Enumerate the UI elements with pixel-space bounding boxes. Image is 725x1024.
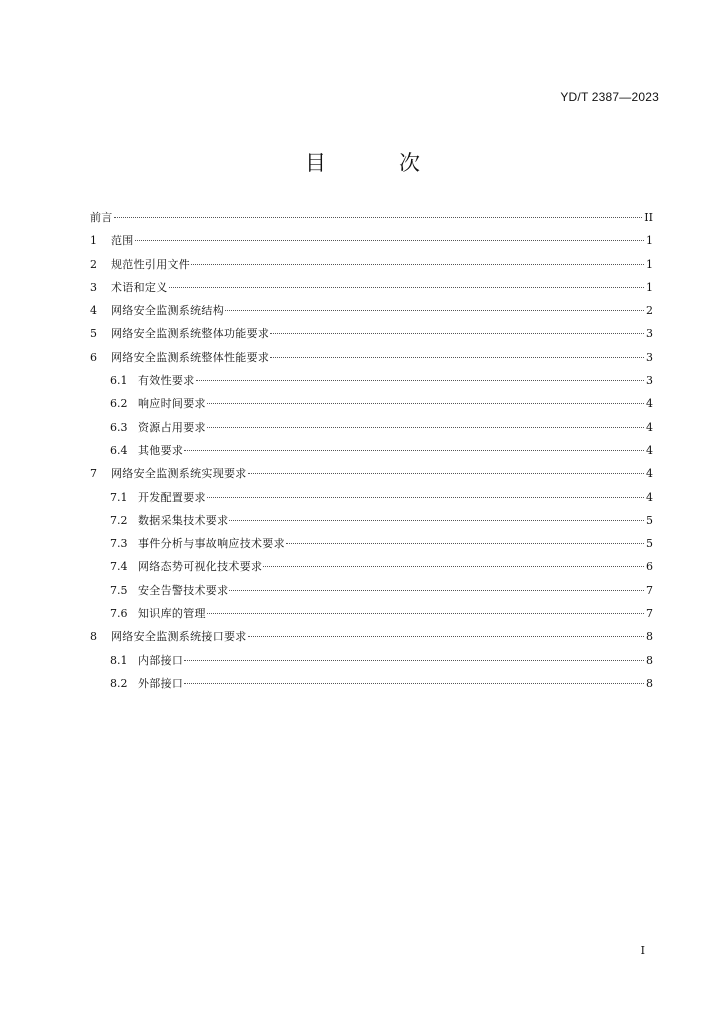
toc-leader-dots	[207, 497, 644, 498]
toc-subentry[interactable]	[90, 369, 653, 392]
toc-entry-number: 7.4	[110, 560, 128, 574]
toc-entry-label: 网络态势可视化技术要求	[138, 560, 263, 574]
toc-entry-number: 8.2	[110, 676, 128, 690]
toc-entry-page: 8	[646, 630, 653, 644]
toc-entry-label: 数据采集技术要求	[138, 513, 229, 527]
toc-entry-label: 其他要求	[138, 443, 184, 457]
toc-entry[interactable]	[90, 299, 653, 322]
toc-entry-number: 6	[90, 350, 97, 364]
toc-leader-dots	[263, 566, 644, 567]
toc-entry-page: 1	[646, 280, 653, 294]
toc-entry[interactable]	[90, 322, 653, 345]
toc-entry-number: 7.6	[110, 607, 128, 621]
toc-entry-label: 事件分析与事故响应技术要求	[138, 537, 285, 551]
toc-subentry[interactable]	[90, 649, 653, 672]
toc-entry-page: 4	[646, 443, 653, 457]
toc-entry-page: 7	[646, 583, 653, 597]
toc-entry-label: 网络安全监测系统接口要求	[111, 630, 247, 644]
toc-leader-dots	[248, 636, 644, 637]
toc-entry-label: 开发配置要求	[138, 490, 206, 504]
toc-entry[interactable]	[90, 346, 653, 369]
toc-entry-page: 3	[646, 327, 653, 341]
toc-entry-number: 7	[90, 467, 97, 481]
toc-entry-label: 前言	[90, 211, 113, 224]
page-number: I	[640, 944, 645, 957]
toc-entry[interactable]	[90, 253, 653, 276]
toc-entry-number: 1	[90, 234, 97, 248]
toc-entry-page: 4	[646, 490, 653, 504]
toc-leader-dots	[225, 310, 644, 311]
toc-leader-dots	[207, 427, 644, 428]
toc-entry-page: 2	[646, 304, 653, 318]
toc-entry-number: 5	[90, 327, 97, 341]
toc-entry[interactable]	[90, 462, 653, 485]
toc-entry-label: 网络安全监测系统结构	[111, 304, 224, 318]
toc-entry-page: 7	[646, 607, 653, 621]
toc-leader-dots	[229, 590, 644, 591]
toc-entry-page: 8	[646, 676, 653, 690]
toc-entry-number: 2	[90, 257, 97, 271]
toc-leader-dots	[184, 450, 644, 451]
toc-entry-number: 7.5	[110, 583, 128, 597]
toc-leader-dots	[248, 473, 644, 474]
toc-entry-page: 6	[646, 560, 653, 574]
toc-entry-number: 8	[90, 630, 97, 644]
toc-entry-number: 3	[90, 280, 97, 294]
toc-leader-dots	[270, 333, 644, 334]
toc-entry[interactable]	[90, 625, 653, 648]
toc-entry-label: 外部接口	[138, 676, 184, 690]
toc-entry-label: 安全告警技术要求	[138, 583, 229, 597]
toc-leader-dots	[184, 660, 644, 661]
toc-subentry[interactable]	[90, 579, 653, 602]
toc-entry-number: 6.4	[110, 443, 128, 457]
toc-entry-page: 5	[646, 513, 653, 527]
toc-entry-page: 1	[646, 234, 653, 248]
toc-entry-page: 5	[646, 537, 653, 551]
toc-entry-number: 6.2	[110, 397, 128, 411]
toc-leader-dots	[135, 240, 644, 241]
toc-leader-dots	[169, 287, 645, 288]
toc-subentry[interactable]	[90, 392, 653, 415]
toc-subentry[interactable]	[90, 509, 653, 532]
toc-entry-label: 响应时间要求	[138, 397, 206, 411]
toc-entry-number: 7.3	[110, 537, 128, 551]
toc-entry-page: 3	[646, 374, 653, 388]
toc-entry-number: 6.3	[110, 420, 128, 434]
toc-entry[interactable]	[90, 276, 653, 299]
toc-subentry[interactable]	[90, 672, 653, 695]
toc-leader-dots	[286, 543, 644, 544]
toc-leader-dots	[270, 357, 644, 358]
toc-subentry[interactable]	[90, 486, 653, 509]
toc-entry-label: 网络安全监测系统整体性能要求	[111, 350, 270, 364]
toc-entry-page: 1	[646, 257, 653, 271]
toc-subentry[interactable]	[90, 602, 653, 625]
toc-subentry[interactable]	[90, 555, 653, 578]
toc-leader-dots	[207, 613, 644, 614]
toc-entry-number: 7.2	[110, 513, 128, 527]
toc-entry-page: 3	[646, 350, 653, 364]
toc-entry-label: 范围	[111, 234, 134, 248]
toc-leader-dots	[196, 380, 645, 381]
toc-entry-label: 知识库的管理	[138, 607, 206, 621]
toc-leader-dots	[229, 520, 644, 521]
toc-entry[interactable]	[90, 206, 653, 229]
toc-entry-number: 6.1	[110, 374, 128, 388]
page-title: 目 次	[305, 151, 446, 175]
toc-entry-label: 规范性引用文件	[111, 257, 191, 271]
toc-entry-label: 内部接口	[138, 653, 184, 667]
toc-entry-page: 4	[646, 467, 653, 481]
toc-entry-number: 8.1	[110, 653, 128, 667]
toc-leader-dots	[114, 217, 643, 218]
toc-entry-label: 网络安全监测系统实现要求	[111, 467, 247, 481]
document-code: YD/T 2387—2023	[560, 90, 659, 104]
toc-subentry[interactable]	[90, 532, 653, 555]
toc-leader-dots	[184, 683, 644, 684]
toc-entry-label: 有效性要求	[138, 374, 195, 388]
toc-entry-number: 7.1	[110, 490, 128, 504]
toc-entry-number: 4	[90, 304, 97, 318]
toc-entry[interactable]	[90, 229, 653, 252]
toc-entry-page: II	[644, 211, 653, 224]
toc-entry-label: 资源占用要求	[138, 420, 206, 434]
table-of-contents	[90, 206, 653, 695]
toc-leader-dots	[207, 403, 644, 404]
toc-entry-label: 术语和定义	[111, 280, 168, 294]
toc-entry-label: 网络安全监测系统整体功能要求	[111, 327, 270, 341]
toc-subentry[interactable]	[90, 439, 653, 462]
toc-entry-page: 4	[646, 397, 653, 411]
toc-entry-page: 4	[646, 420, 653, 434]
toc-leader-dots	[191, 264, 644, 265]
toc-entry-page: 8	[646, 653, 653, 667]
toc-subentry[interactable]	[90, 416, 653, 439]
